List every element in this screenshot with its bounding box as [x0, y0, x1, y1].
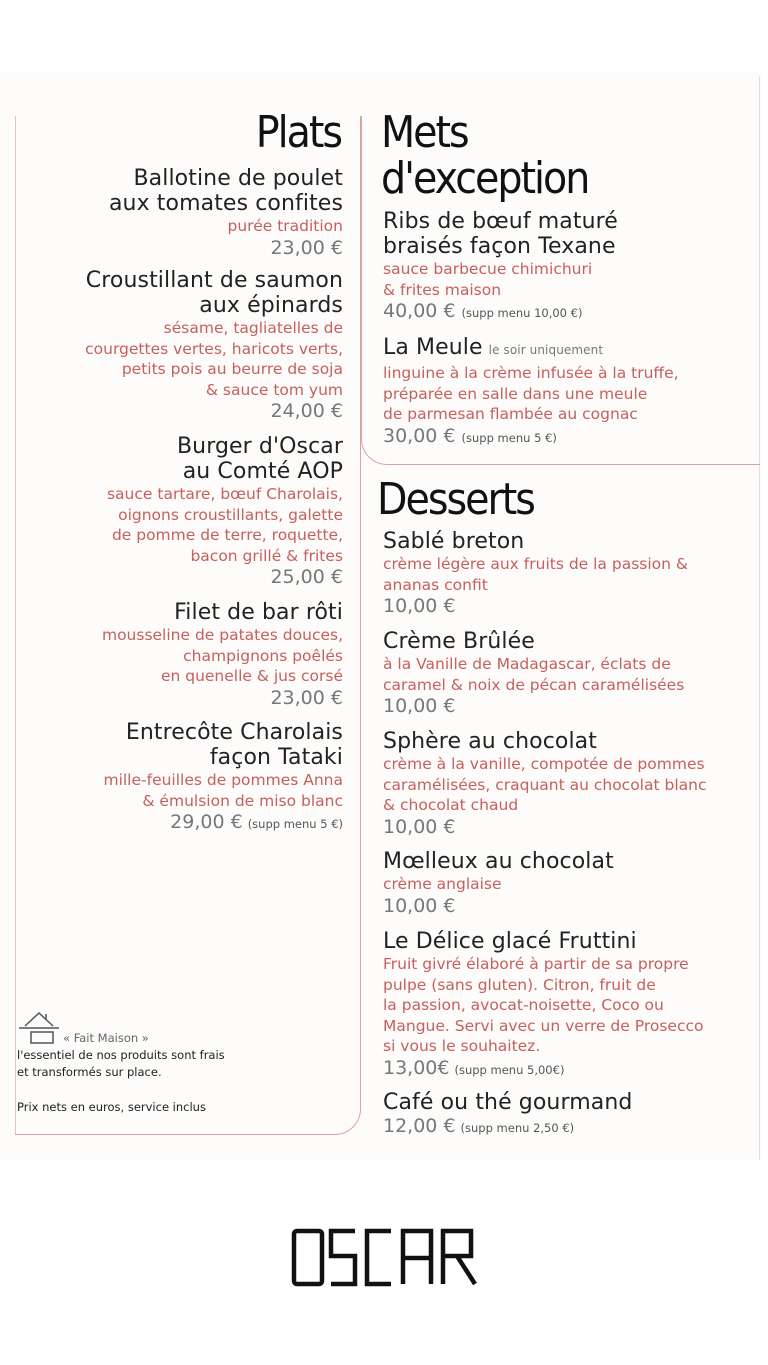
- dish-description: courgettes vertes, haricots verts,: [85, 339, 343, 358]
- dish-name-text: braisés façon Texane: [383, 234, 616, 259]
- price-value: 10,00 €: [383, 815, 456, 838]
- mets-item: [383, 209, 753, 324]
- dish-description: sauce tartare, bœuf Charolais,: [106, 485, 343, 503]
- dish-description: préparée en salle dans une meule: [383, 384, 648, 403]
- dessert-item: [383, 1090, 753, 1139]
- plat-item: [85, 268, 343, 422]
- dish-name: Ballotine de poulet: [133, 166, 343, 191]
- dish-name: Café ou thé gourmand: [383, 1090, 633, 1115]
- dish-name: Mœlleux au chocolat: [383, 849, 614, 874]
- dish-name-text: La Meule: [383, 335, 483, 360]
- plat-item: [103, 720, 343, 835]
- dish-description: & émulsion de miso blanc: [142, 791, 343, 810]
- dish-description: crème anglaise: [383, 875, 502, 893]
- dish-description: Fruit givré élaboré à partir de sa propre: [383, 955, 689, 973]
- dish-price: [383, 895, 753, 917]
- plat-item: [109, 166, 343, 259]
- fait-maison-line1: l'essentiel de nos produits sont frais: [17, 1048, 225, 1062]
- dish-description: champignons poêlés: [183, 646, 343, 665]
- dish-description: crème légère aux fruits de la passion &: [383, 555, 688, 573]
- price-value: 10,00 €: [383, 894, 456, 917]
- dish-description: mille-feuilles de pommes Anna: [103, 771, 343, 789]
- price-value: 24,00 €: [270, 400, 343, 422]
- price-value: 10,00 €: [383, 695, 456, 717]
- dish-description: & chocolat chaud: [383, 796, 519, 814]
- supp-note: (supp menu 5 €): [461, 430, 557, 445]
- dish-price: [103, 811, 343, 835]
- dish-name: [383, 234, 753, 259]
- price-value: 30,00 €: [383, 424, 456, 447]
- dish-description: petits pois au beurre de soja: [121, 360, 343, 378]
- dish-name: Sablé breton: [383, 529, 525, 554]
- dish-description: oignons croustillants, galette: [118, 505, 343, 524]
- dessert-item: [383, 629, 753, 717]
- dish-price: [383, 425, 753, 449]
- dish-description: en quenelle & jus corsé: [160, 667, 343, 685]
- dish-price: [107, 566, 343, 588]
- dish-description: sauce barbecue chimichuri: [383, 260, 593, 278]
- mets-item: [383, 335, 753, 449]
- dish-description: de parmesan flambée au cognac: [383, 405, 638, 423]
- dish-price: [383, 1057, 753, 1081]
- dish-note: le soir uniquement: [488, 343, 604, 357]
- dish-name: Burger d'Oscar: [176, 434, 343, 459]
- dish-name: Entrecôte Charolais: [125, 720, 343, 745]
- dish-name: aux épinards: [199, 293, 343, 318]
- supp-note: (supp menu 5,00€): [454, 1062, 565, 1077]
- dish-description: linguine à la crème infusée à la truffe,: [383, 364, 679, 382]
- dish-description: bacon grillé & frites: [190, 546, 343, 565]
- plats-heading: Plats: [255, 107, 341, 158]
- dish-description: la passion, avocat-noisette, Coco ou: [383, 996, 664, 1014]
- dish-name: façon Tataki: [209, 745, 343, 770]
- dish-description: ananas confit: [383, 575, 488, 594]
- supp-note: (supp menu 10,00 €): [461, 306, 583, 320]
- dish-price: [383, 695, 753, 717]
- price-value: 23,00 €: [270, 236, 343, 259]
- dish-price: [383, 1115, 753, 1139]
- dish-price: [383, 816, 753, 838]
- dessert-item: [383, 729, 753, 838]
- dish-price: [85, 400, 343, 422]
- dish-name: aux tomates confites: [108, 191, 343, 216]
- dish-name: [383, 209, 753, 234]
- dish-name: au Comté AOP: [182, 459, 343, 484]
- price-value: 13,00€: [383, 1056, 450, 1079]
- dish-description: mousseline de patates douces,: [101, 626, 343, 644]
- price-value: 10,00 €: [383, 595, 456, 617]
- dessert-item: [383, 929, 753, 1081]
- supp-note: (supp menu 5 €): [247, 817, 343, 831]
- dish-name: Filet de bar rôti: [174, 600, 343, 625]
- fait-maison-label: « Fait Maison »: [63, 1031, 149, 1045]
- dish-description: purée tradition: [227, 217, 343, 235]
- fait-maison-line2: et transformés sur place.: [17, 1065, 162, 1079]
- price-value: 12,00 €: [383, 1115, 456, 1137]
- price-value: 23,00 €: [270, 686, 343, 709]
- dish-description: & frites maison: [383, 280, 502, 299]
- prix-note: Prix nets en euros, service inclus: [17, 1100, 206, 1114]
- dish-description: à la Vanille de Madagascar, éclats de: [383, 655, 671, 673]
- oscar-logo: [291, 1228, 481, 1288]
- dish-description: sésame, tagliatelles de: [163, 319, 343, 337]
- price-value: 29,00 €: [170, 811, 243, 833]
- price-value: 25,00 €: [270, 566, 343, 588]
- mets-heading-line2: d'exception: [381, 153, 589, 204]
- dish-name: Croustillant de saumon: [85, 268, 343, 293]
- dish-price: [383, 595, 753, 617]
- dish-price: [102, 687, 343, 709]
- supp-note: (supp menu 2,50 €): [460, 1121, 575, 1135]
- plat-item: [107, 434, 343, 588]
- dish-name: Le Délice glacé Fruttini: [383, 929, 637, 954]
- dish-name: [383, 335, 753, 363]
- dish-description: & sauce tom yum: [205, 380, 343, 399]
- dessert-item: [383, 529, 753, 617]
- house-icon: [19, 1010, 59, 1044]
- dish-name: Crème Brûlée: [383, 629, 535, 654]
- desserts-heading: Desserts: [377, 474, 534, 525]
- mets-heading-line1: Mets: [381, 107, 468, 158]
- dessert-item: [383, 849, 753, 917]
- dish-name: Sphère au chocolat: [383, 729, 597, 754]
- dish-price: [109, 237, 343, 259]
- dish-description: crème à la vanille, compotée de pommes: [383, 755, 705, 773]
- plat-item: [102, 600, 343, 709]
- dish-description: pulpe (sans gluten). Citron, fruit de: [383, 975, 656, 994]
- dish-price: [383, 300, 753, 324]
- price-value: 40,00 €: [383, 300, 456, 322]
- dish-description: caramélisées, craquant au chocolat blanc: [383, 775, 707, 794]
- dish-description: de pomme de terre, roquette,: [111, 526, 343, 544]
- dish-name-text: Ribs de bœuf maturé: [383, 209, 618, 234]
- dish-description: Mangue. Servi avec un verre de Prosecco: [383, 1016, 704, 1035]
- dish-description: caramel & noix de pécan caramélisées: [383, 675, 685, 694]
- dish-description: si vous le souhaitez.: [383, 1037, 541, 1055]
